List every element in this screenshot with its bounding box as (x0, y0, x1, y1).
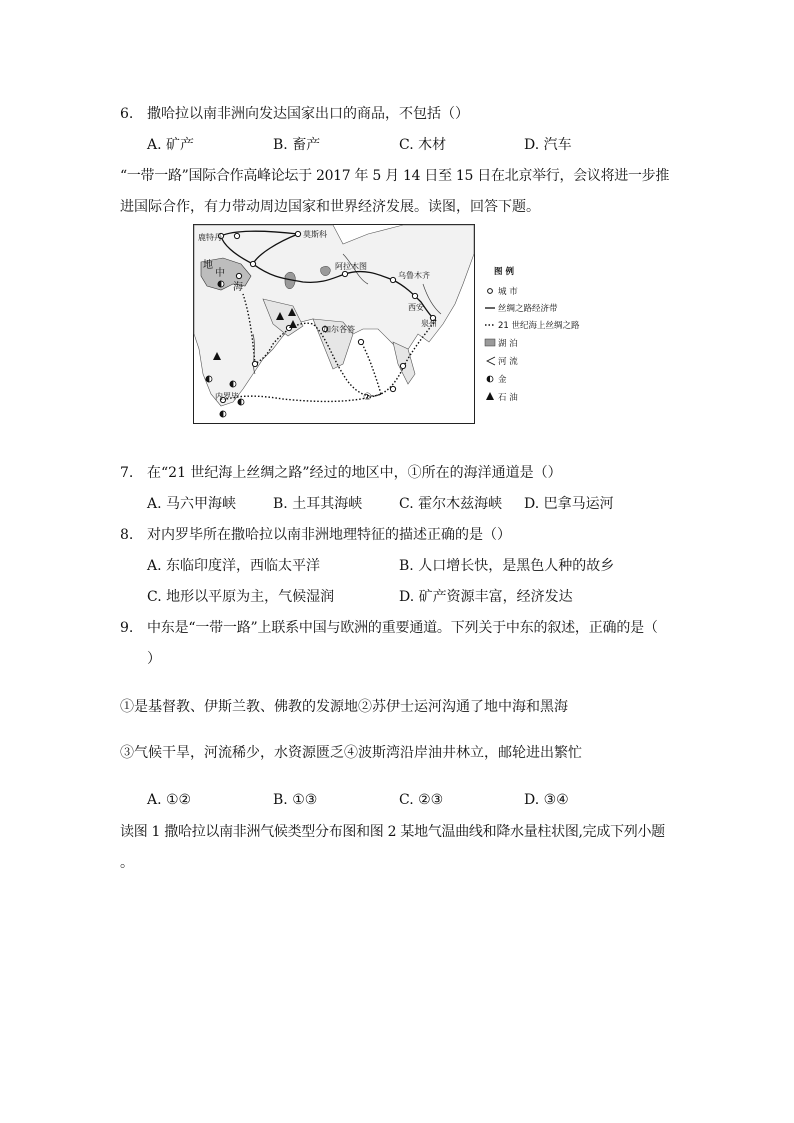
q6-option-a: A. 矿产 (147, 137, 195, 153)
q7-option-a: A. 马六甲海峡 (147, 496, 237, 512)
q7-option-b: B. 土耳其海峡 (273, 496, 363, 512)
intro-line-1: “一带一路”国际合作高峰论坛于 2017 年 5 月 14 日至 15 日在北京举行，会议将进一步推 (120, 168, 670, 184)
q6-option-d: D. 汽车 (524, 137, 572, 153)
legend-river-2: 河 流 (498, 357, 518, 367)
label-med-zhong: 中 (215, 268, 225, 279)
label-nairobi: 内罗毕 (215, 392, 239, 401)
outro-line-2: 。 (120, 855, 134, 871)
q8-option-c: C. 地形以平原为主，气候湿润 (147, 589, 335, 605)
q9-stem-line-1: 中东是“一带一路”上联系中国与欧洲的重要通道。下列关于中东的叙述，正确的是（ (147, 620, 658, 636)
q8-option-b: B. 人口增长快，是黑色人种的故乡 (399, 558, 615, 574)
q6-option-b: B. 畜产 (273, 137, 321, 153)
q6-number: 6. (120, 106, 134, 122)
label-rotterdam: 鹿特丹 (198, 233, 222, 242)
label-med-di: 地 (203, 260, 213, 271)
intro-line-2: 进国际合作，有力带动周边国家和世界经济发展。读图，回答下题。 (120, 199, 540, 215)
q9-option-c: C. ②③ (399, 792, 444, 808)
q7-option-c: C. 霍尔木兹海峡 (399, 496, 503, 512)
q8-option-a: A. 东临印度洋，西临太平洋 (147, 558, 321, 574)
label-med-hai: 海 (233, 282, 243, 293)
label-almaty: 阿拉木图 (335, 262, 367, 271)
q6-stem: 撒哈拉以南非洲向发达国家出口的商品，不包括（） (147, 106, 469, 122)
legend-maritime-2: 21 世纪海上丝绸之路 (498, 321, 580, 331)
label-kolkata: 加尔各答 (323, 325, 355, 334)
q9-stem-line-2: ） (147, 651, 161, 667)
q7-stem: 在“21 世纪海上丝绸之路”经过的地区中，①所在的海洋通道是（） (147, 465, 562, 481)
legend-city-2: 城 市 (498, 287, 518, 297)
q9-option-b: B. ①③ (273, 792, 318, 808)
q8-number: 8. (120, 527, 134, 543)
q7-number: 7. (120, 465, 134, 481)
q6-option-c: C. 木材 (399, 137, 447, 153)
q9-statement-1: ①是基督教、伊斯兰教、佛教的发源地②苏伊士运河沟通了地中海和黑海 (120, 699, 568, 715)
q9-number: 9. (120, 620, 134, 636)
legend-lake-2: 湖 泊 (498, 339, 518, 349)
q8-stem: 对内罗毕所在撒哈拉以南非洲地理特征的描述正确的是（） (147, 527, 511, 543)
label-urumqi: 乌鲁木齐 (398, 271, 430, 280)
q9-option-d: D. ③④ (524, 792, 569, 808)
legend-belt-2: 丝绸之路经济带 (498, 304, 558, 314)
outro-line-1: 读图 1 撒哈拉以南非洲气候类型分布图和图 2 某地气温曲线和降水量柱状图,完成下列小题 (120, 824, 665, 840)
label-xian: 西安 (408, 303, 424, 312)
q9-statement-2: ③气候干旱，河流稀少，水资源匮乏④波斯湾沿岸油井林立，邮轮进出繁忙 (120, 745, 582, 761)
label-moscow: 莫斯科 (303, 230, 327, 239)
label-marker-1: ① (363, 392, 372, 403)
legend-title-2: 图 例 (494, 267, 514, 277)
q7-option-d: D. 巴拿马运河 (524, 496, 614, 512)
q8-option-d: D. 矿产资源丰富，经济发达 (399, 589, 573, 605)
belt-and-road-map (193, 224, 475, 424)
label-quanzhou: 泉州 (421, 319, 437, 328)
legend-oil-2: 石 油 (498, 393, 518, 403)
legend-gold-2: 金 (498, 375, 507, 385)
q9-option-a: A. ①② (147, 792, 192, 808)
map-legend-panel (476, 262, 606, 422)
